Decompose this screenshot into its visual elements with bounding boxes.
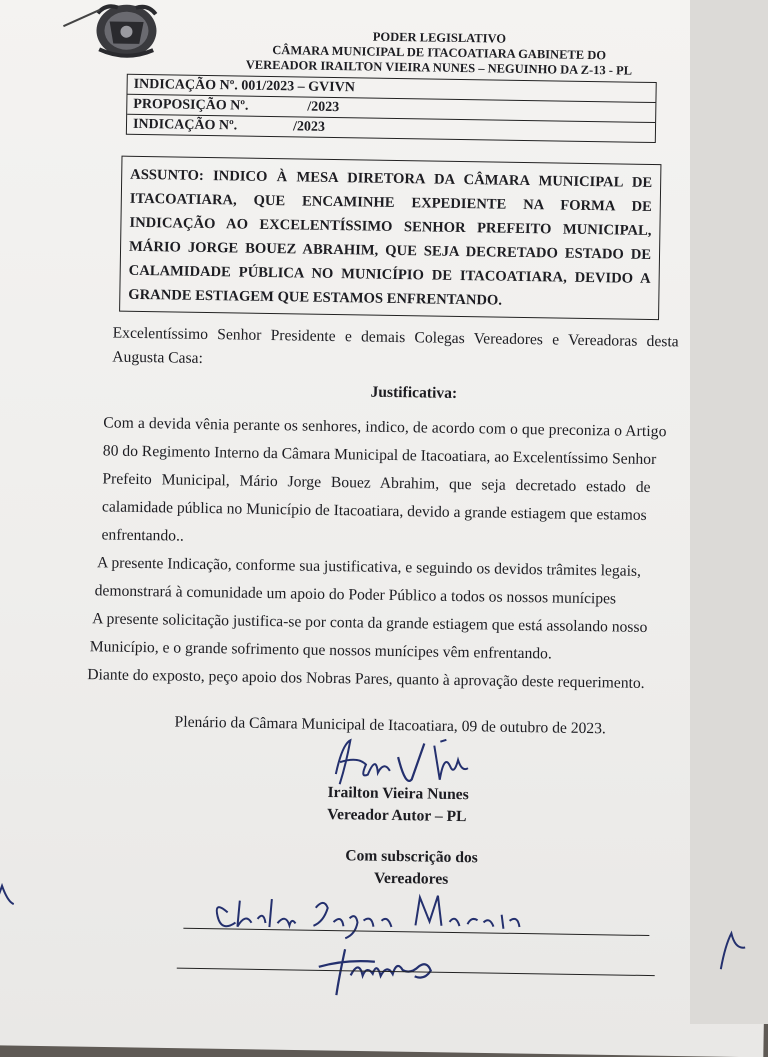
proposicao-year: /2023 <box>307 99 340 116</box>
author-name: Irailton Vieira Nunes <box>327 783 469 804</box>
margin-mark-right-icon <box>715 925 752 976</box>
municipal-crest-icon <box>89 0 164 62</box>
paragraph-1-line-2: 80 do Regimento Interno da Câmara Municipal de Itacoatiara, ao Excelentíssimo Senhor <box>102 442 657 469</box>
councillor-signature-1-icon <box>205 882 536 947</box>
subscription-line-1: Com subscrição dos <box>345 847 478 867</box>
paragraph-2-line-2: demonstrará à comunidade um apoio do Poder Público a todos os nossos munícipes <box>94 582 617 608</box>
proposicao-label: PROPOSIÇÃO Nº. <box>133 96 249 114</box>
paragraph-1-line-3: Prefeito Municipal, Mário Jorge Bouez Abrahim, que seja decretado estado de <box>102 470 651 496</box>
author-signature-block <box>327 782 528 829</box>
subscription-line-2: Vereadores <box>373 869 449 888</box>
indicacao-number: INDICAÇÃO Nº. 001/2023 – GVIVN <box>133 76 355 96</box>
greeting: Excelentíssimo Senhor Presidente e demais Colegas Vereadores e Vereadoras desta Augusta Casa: <box>112 324 679 367</box>
margin-mark-left-icon <box>0 874 26 925</box>
indicacao-2-label: INDICAÇÃO Nº. <box>132 116 238 134</box>
header-line-2: CÂMARA MUNICIPAL DE ITACOATIARA GABINETE DO <box>272 43 607 63</box>
paragraph-2-line-1: A presente Indicação, conforme sua justificativa, e seguindo os devidos trâmites legais, <box>96 554 642 580</box>
author-role: Vereador Autor – PL <box>327 805 467 826</box>
paragraph-4-line-1: Diante do exposto, peço apoio dos Nobras Pares, quanto à aprovação deste requerimento. <box>87 666 645 692</box>
header-line-1: PODER LEGISLATIVO <box>372 29 507 46</box>
justification-body <box>87 409 689 698</box>
paragraph-1-line-1: Com a devida vênia perante os senhores, indico, de acordo com o que preconiza o Artigo <box>103 414 667 441</box>
letterhead <box>199 27 680 80</box>
closing-date-line: Plenário da Câmara Municipal de Itacoatiara, 09 de outubro de 2023. <box>174 713 606 738</box>
paragraph-3-line-1: A presente solicitação justifica-se por conta da grande estiagem que está assolando nosso <box>92 610 648 636</box>
paragraph-1-line-4: calamidade pública no Município de Itacoatiara, devido a grande estiagem que estamos <box>101 498 647 524</box>
paragraph-3-line-2: Município, e o grande sofrimento que nossos munícipes vêm enfrentando. <box>89 638 552 663</box>
indicacao-2-year: /2023 <box>292 119 325 135</box>
header-line-3: VEREADOR IRAILTON VIEIRA NUNES – NEGUINHO DA Z-13 - PL <box>245 57 633 78</box>
paragraph-1-line-5: enfrentando.. <box>101 526 184 545</box>
identification-box <box>126 74 657 143</box>
justificativa-title: Justificativa: <box>370 383 458 402</box>
assunto-box: ASSUNTO: INDICO À MESA DIRETORA DA CÂMARA MUNICIPAL DE ITACOATIARA, QUE ENCAMINHE EXPEDIENTE NA FORMA DE INDICAÇÃO AO EXCELENTÍSSIMO SENHOR PREFEITO MUNICIPAL, MÁRIO JORGE BOUEZ ABRAHIM, QUE SEJA DECRETADO ESTADO DE CALAMIDADE PÚBLICA NO MUNICÍPIO DE ITACOATIARA, DEVIDO A GRANDE ESTIAGEM QUE ESTAMOS ENFRENTANDO. <box>119 156 661 320</box>
